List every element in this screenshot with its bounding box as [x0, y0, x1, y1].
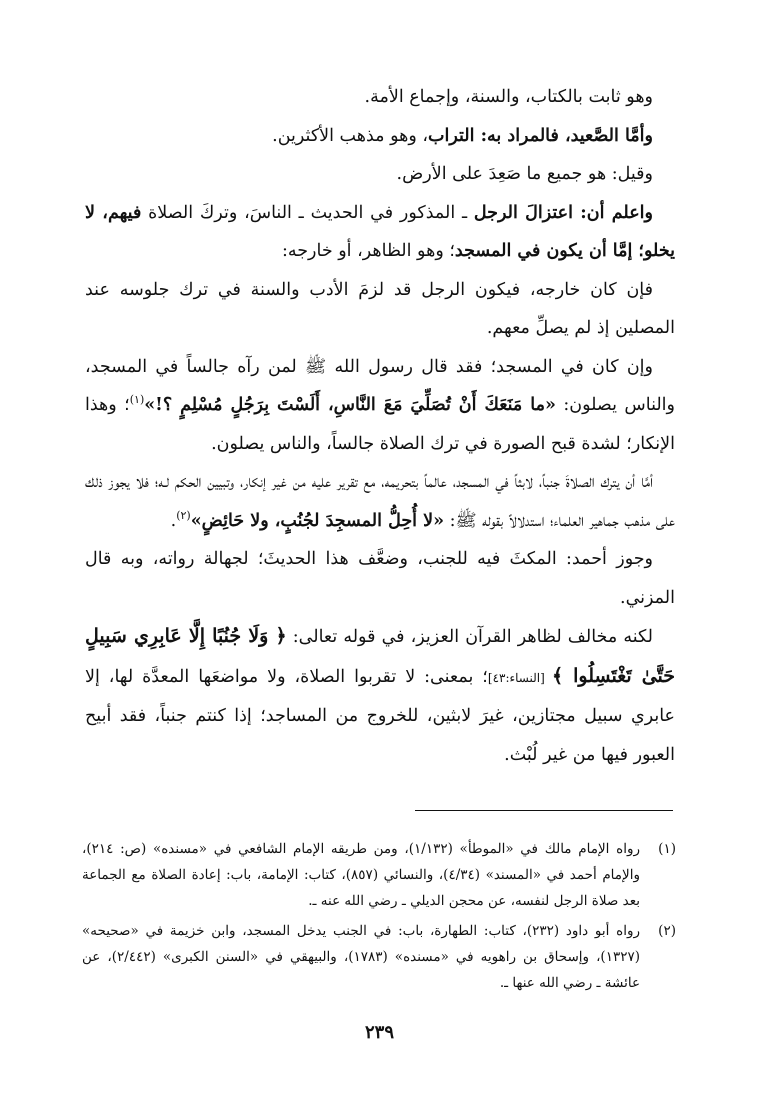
text-segment: وإن كان في المسجد؛ فقد قال رسول الله ﷺ لمن رآه جالساً في المسجد، والناس يصلون: [85, 356, 675, 415]
footnote-marker: (٢) [176, 508, 191, 522]
paragraph [85, 78, 675, 117]
text-segment: أمَّا أن يترك الصلاةَ جنباً، لابثاً في المسجد، عالماً بتحريمه، مع تقرير عليه من غير إنكار، وتبيين الحكم لـه؛ فلا يجوز ذلك على مذهب جماهير العلماء؛ استدلالاً بقوله ﷺ: [85, 472, 675, 531]
text-segment: «لا أُحِلُّ المسجِدَ لجُنُبٍ، ولا حَائِضٍ» [190, 510, 445, 531]
text-segment: . [170, 510, 177, 531]
footnote-separator [415, 810, 673, 811]
paragraph [85, 155, 675, 194]
text-segment: وهو ثابت بالكتاب، والسنة، وإجماع الأمة. [364, 87, 653, 107]
text-segment: ؛ وهو الظاهر، أو خارجه: [281, 241, 455, 261]
text-segment: لكنه مخالف لظاهر القرآن العزيز، في قوله تعالى: [286, 627, 653, 647]
verse-reference: [النساء:٤٣] [487, 670, 553, 685]
quran-verse: ﴿ وَلَا جُنُبًا إِلَّا عَابِرِي سَبِيلٍ حَتَّىٰ تَغْتَسِلُوا ﴾ [85, 625, 676, 687]
text-segment: فإن كان خارجه، فيكون الرجل قد لزمَ الأدب والسنة في ترك جلوسه عند المصلين إذ لم يصلِّ معهم. [85, 279, 675, 338]
text-segment: وقيل: هو جميع ما صَعِدَ على الأرض. [396, 164, 653, 184]
footnote [82, 836, 676, 914]
paragraph [85, 117, 675, 156]
footnotes [82, 836, 676, 1000]
text-segment: وأمَّا الصَّعيد، فالمراد به: التراب [428, 125, 653, 146]
footnote-text: رواه الإمام مالك في «الموطأ» (١/١٣٢)، ومن طريقه الإمام الشافعي في «مسنده» (ص: ٢١٤)، والإمام أحمد في «المسند» (٤/٣٤)، والنسائي (٨٥٧)، كتاب: الإمامة، باب: إعادة الصلاة مع الجماعة بعد صلاة الرجل لنفسه، عن محجن الديلي ـ رضي الله عنه ـ. [82, 841, 640, 909]
text-segment: ، وهو مذهب الأكثرين. [272, 125, 429, 146]
page-number: ٢٣٩ [364, 1022, 394, 1043]
text-segment: ؛ بمعنى: لا تقربوا الصلاة، ولا مواضعَها المعدَّة لها، إلا عابري سبيل مجتازين، غيرَ لابثين، للخروج من المساجد؛ إذا كنتم جنباً، فقد أبيح العبور فيها من غير لُبْث. [85, 666, 675, 765]
paragraph [85, 463, 675, 540]
paragraph [85, 540, 675, 617]
main-text [85, 78, 675, 774]
text-segment: ؛ وهذا الإنكار؛ لشدة قبح الصورة في ترك الصلاة جالساً، والناس يصلون. [85, 395, 675, 454]
text-segment: «ما مَنَعَكَ أَنْ تُصَلِّيَ مَعَ النَّاسِ، أَلَسْتَ بِرَجُلٍ مُسْلِمٍ ؟!» [144, 395, 556, 415]
text-segment: فيهم، لا يخلو؛ إمَّا أن يكون في المسجد [85, 202, 675, 261]
text-segment: واعلم أن: اعتزالَ الرجل [473, 202, 653, 223]
paragraph [85, 271, 675, 348]
text-segment: وجوز أحمد: المكثَ فيه للجنب، وضعَّف هذا الحديثَ؛ لجهالة رواته، وبه قال المزني. [85, 549, 675, 608]
footnote-text: رواه أبو داود (٢٣٢)، كتاب: الطهارة، باب: في الجنب يدخل المسجد، وابن خزيمة في «صحيحه» (١٣٢٧)، وإسحاق بن راهويه في «مسنده» (١٧٨٣)، والبيهقي في «السنن الكبرى» (٢/٤٤٢)، عن عائشة ـ رضي الله عنها ـ. [82, 923, 640, 991]
paragraph [85, 348, 675, 464]
footnote-marker: (١) [129, 393, 145, 407]
paragraph [85, 617, 675, 774]
footnote-number: (١) [658, 841, 676, 857]
paragraph [85, 194, 675, 271]
footnote [82, 918, 676, 996]
text-segment: ـ المذكور في الحديث ـ الناسَ، وتركَ الصلاة [141, 202, 474, 223]
footnote-number: (٢) [658, 923, 676, 939]
